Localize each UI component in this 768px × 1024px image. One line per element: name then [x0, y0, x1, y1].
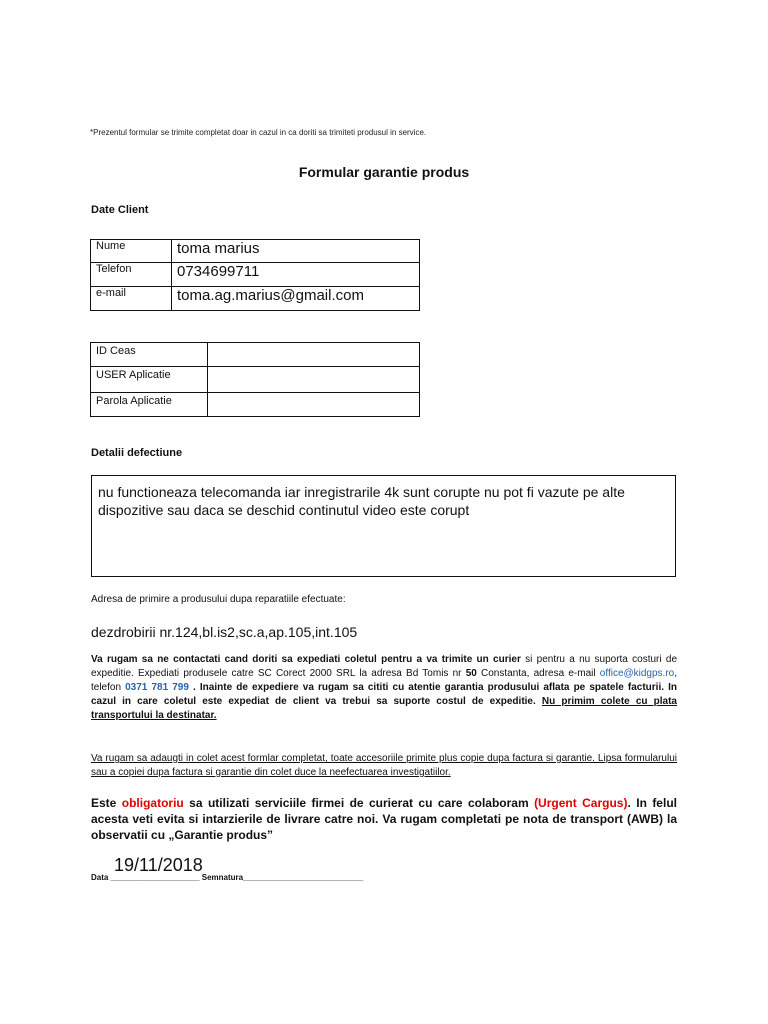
courier-instructions — [91, 795, 677, 843]
client-label: Telefon — [91, 263, 172, 287]
shipping-text: si pentru a nu suporta costuri de expeditie. Expediati produsele catre SC Corect 2000 SRL la adresa Bd Tomis nr — [91, 654, 678, 679]
package-instructions: Va rugam sa adaugti in colet acest formlar completat, toate accesoriile primite plus copie dupa factura si garantie. Lipsa formularului sau a copiei dupa factura si garantie din colet duce la neefectuarea investigatiilor. — [91, 753, 677, 778]
page-title: Formular garantie produs — [298, 164, 470, 180]
client-row-name — [91, 240, 420, 263]
form-note: *Prezentul formular se trimite completat doar in cazul in ca doriti sa trimiteti produsul in service. — [90, 128, 427, 137]
contact-request: Va rugam sa ne contactati cand doriti sa expediati coletul pentru a va trimite un curier — [91, 654, 521, 665]
client-label: e-mail — [91, 287, 172, 311]
client-phone-value[interactable]: 0734699711 — [172, 263, 420, 287]
device-label: USER Aplicatie — [91, 367, 208, 393]
office-phone: 0371 781 799 — [125, 682, 189, 693]
device-label: ID Ceas — [91, 343, 208, 367]
address-value[interactable]: dezdrobirii nr.124,bl.is2,sc.a,ap.105,int.105 — [91, 624, 358, 640]
device-label: Parola Aplicatie — [91, 393, 208, 417]
device-row-user — [91, 367, 420, 393]
device-id-value[interactable] — [208, 343, 420, 367]
client-email-value[interactable]: toma.ag.marius@gmail.com — [172, 287, 420, 311]
device-password-value[interactable] — [208, 393, 420, 417]
courier-name: (Urgent Cargus) — [534, 796, 628, 810]
courier-text: . In felul acesta veti evita si intarzierile de livrare catre noi. Va rugam completati pe nota de transport (AWB) la observatii cu „Garantie produs” — [91, 796, 677, 842]
office-email-link[interactable]: office@kidgps.ro — [599, 668, 675, 679]
contact-instructions — [91, 653, 677, 723]
address-label: Adresa de primire a produsului dupa reparatiile efectuate: — [91, 594, 346, 605]
address-text: Constanta, adresa e-mail — [476, 668, 600, 679]
client-row-phone — [91, 263, 420, 287]
warranty-text: . Inainte de expediere va rugam sa cititi cu atentie garantia produsului aflata pe spatele facturii. In cazul in care coletul este expediat de client va trebui sa suporte costul de expeditie. — [91, 682, 677, 707]
no-cod-notice: Nu primim colete cu plata transportului la destinatar. — [91, 696, 677, 721]
device-table — [90, 342, 420, 417]
client-name-value[interactable]: toma marius — [172, 240, 420, 263]
device-user-value[interactable] — [208, 367, 420, 393]
phone-label: , telefon — [91, 668, 678, 693]
signature-line: Data ____________________ Semnatura___________________________ — [91, 873, 364, 882]
client-table — [90, 239, 420, 311]
client-section-heading: Date Client — [91, 204, 149, 216]
defect-details-field[interactable]: nu functioneaza telecomanda iar inregistrarile 4k sunt corupte nu pot fi vazute pe alte dispozitive sau daca se deschid continutul video este corupt — [91, 475, 676, 577]
defect-section-heading: Detalii defectiune — [91, 447, 183, 459]
client-label: Nume — [91, 240, 172, 263]
date-value[interactable]: 19/11/2018 — [114, 855, 203, 875]
device-row-password — [91, 393, 420, 417]
courier-text: Este — [91, 796, 122, 810]
device-row-id — [91, 343, 420, 367]
mandatory-word: obligatoriu — [121, 796, 184, 810]
courier-text: sa utilizati serviciile firmei de curierat cu care colaboram — [183, 796, 535, 810]
street-number: 50 — [465, 668, 477, 679]
client-row-email — [91, 287, 420, 311]
